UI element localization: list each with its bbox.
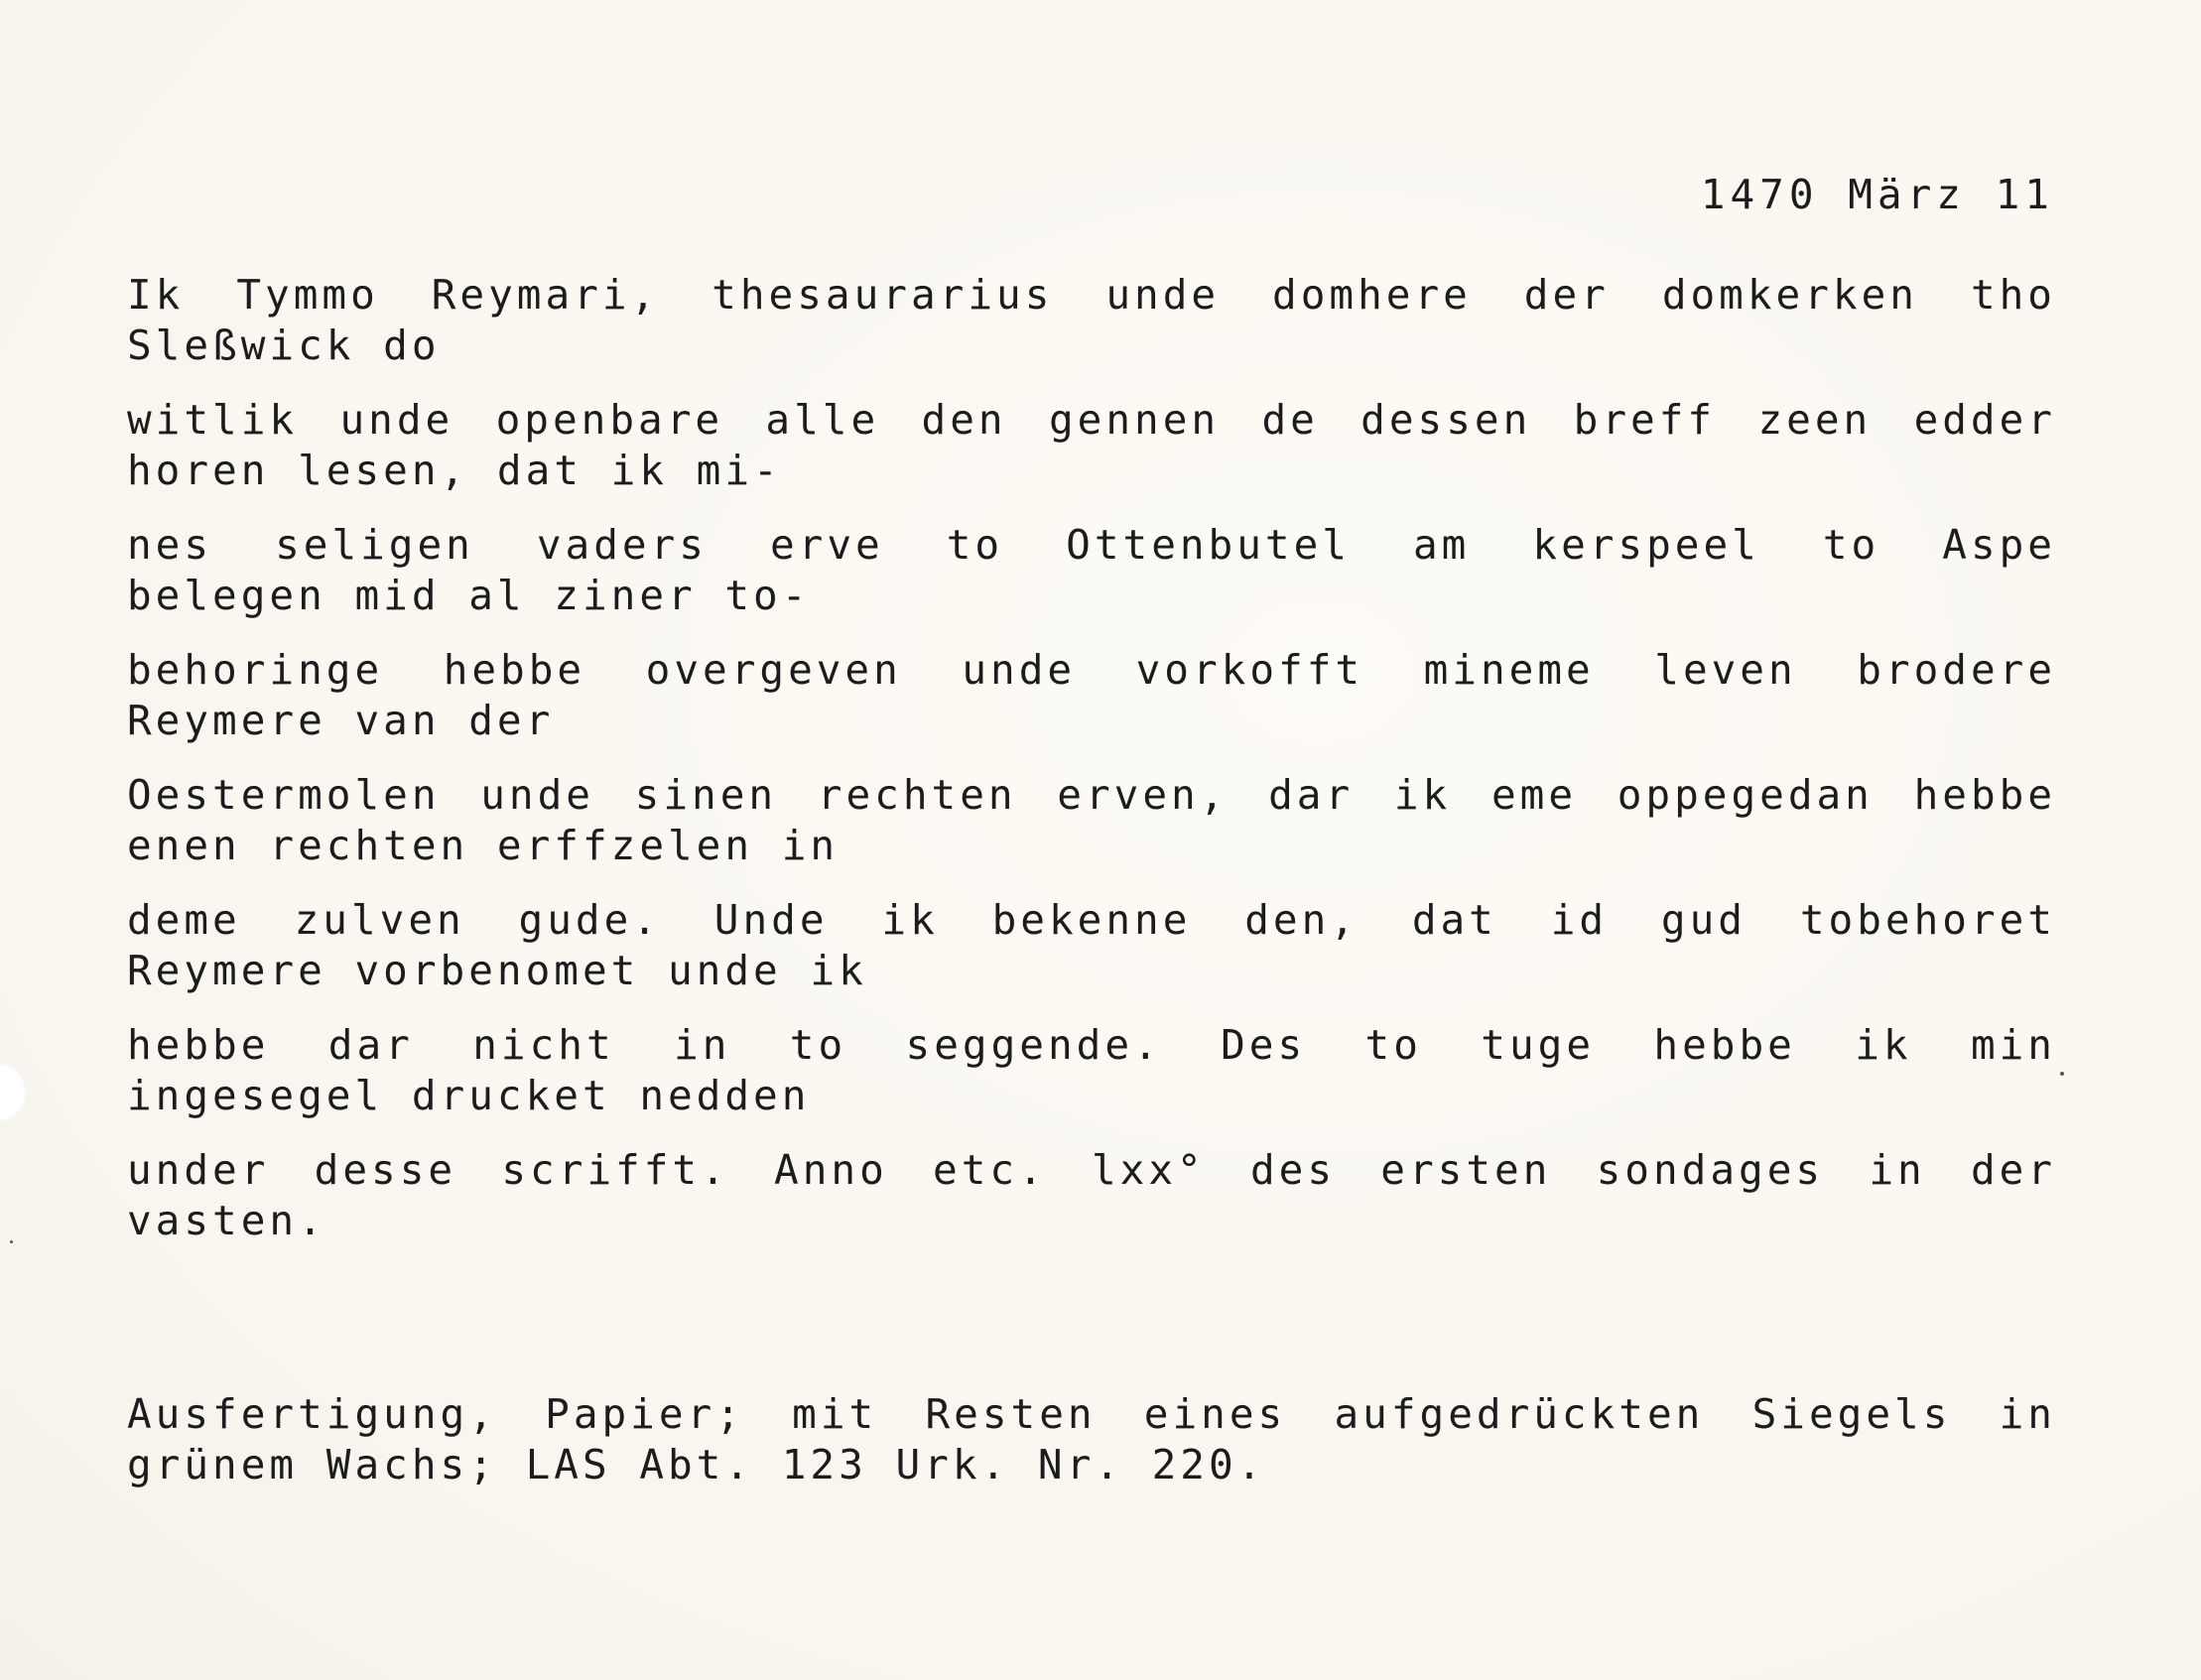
paragraph-line: nes seligen vaders erve to Ottenbutel am kerspeel to Aspe: [127, 521, 2056, 569]
note-line: grünem Wachs; LAS Abt. 123 Urk. Nr. 220.: [127, 1441, 1266, 1488]
document-date: 1470 März 11: [1700, 171, 2054, 218]
paragraph-line: Ik Tymmo Reymari, thesaurarius unde domhere der domkerken tho: [127, 271, 2056, 319]
paragraph-line: deme zulven gude. Unde ik bekenne den, dat id gud tobehoret: [127, 896, 2056, 944]
paragraph-line: ingesegel drucket nedden: [127, 1072, 811, 1119]
archival-note: [127, 1389, 2056, 1490]
paragraph-line: Reymere van der: [127, 697, 555, 744]
punch-hole: [0, 1064, 28, 1121]
paragraph-line: under desse scrifft. Anno etc. lxx° des ersten sondages in der: [127, 1146, 2056, 1194]
paragraph-line: hebbe dar nicht in to seggende. Des to tuge hebbe ik min: [127, 1021, 2056, 1069]
paragraph-line: Reymere vorbenomet unde ik: [127, 947, 867, 994]
ink-speck: [2060, 1072, 2064, 1076]
transcription-body: [127, 270, 2056, 1270]
paragraph: [127, 1020, 2056, 1121]
paragraph-line: behoringe hebbe overgeven unde vorkofft mineme leven brodere: [127, 646, 2056, 694]
paragraph: [127, 270, 2056, 371]
paragraph-line: belegen mid al ziner to-: [127, 572, 811, 619]
paragraph-line: vasten.: [127, 1197, 326, 1244]
ink-speck: [10, 1240, 13, 1243]
paragraph: [127, 395, 2056, 496]
paragraph-line: horen lesen, dat ik mi-: [127, 447, 782, 494]
paragraph-line: enen rechten erffzelen in: [127, 822, 840, 869]
paragraph: [127, 520, 2056, 621]
note-line: Ausfertigung, Papier; mit Resten eines aufgedrückten Siegels in: [127, 1390, 2056, 1438]
paragraph: [127, 1145, 2056, 1246]
paragraph: [127, 770, 2056, 871]
paragraph-line: Oestermolen unde sinen rechten erven, dar ik eme oppegedan hebbe: [127, 771, 2056, 819]
paragraph-line: witlik unde openbare alle den gennen de dessen breff zeen edder: [127, 396, 2056, 444]
paragraph: [127, 895, 2056, 996]
paragraph-line: Sleßwick do: [127, 322, 441, 369]
paragraph: [127, 645, 2056, 746]
